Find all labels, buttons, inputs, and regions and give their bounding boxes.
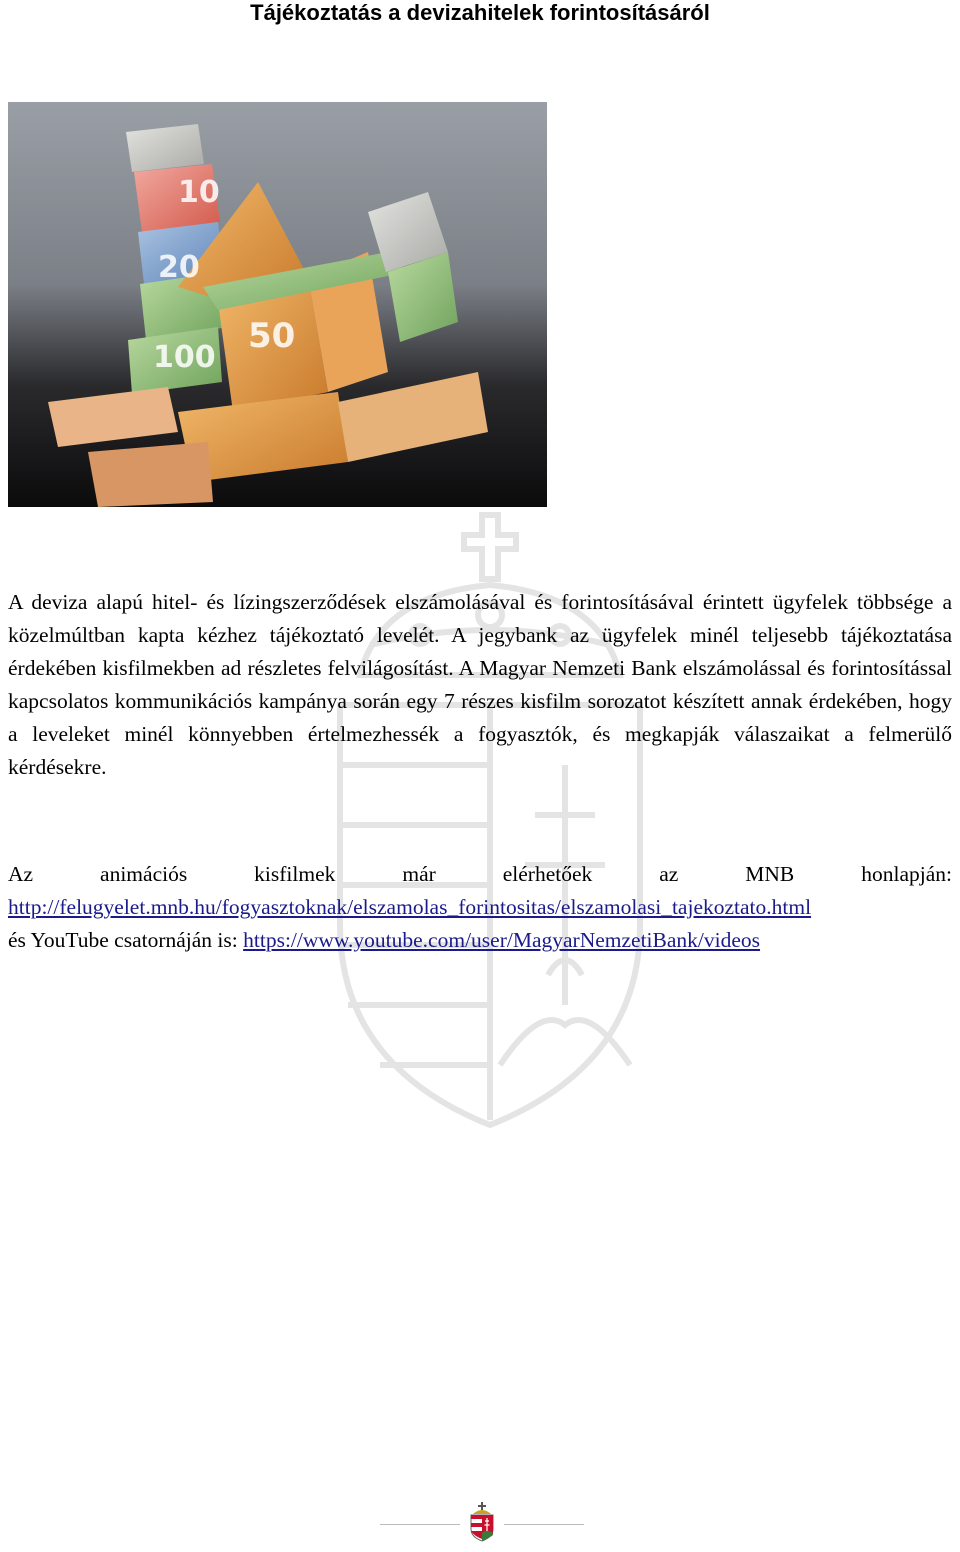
youtube-intro: és YouTube csatornáján is: bbox=[8, 928, 238, 952]
banknote-house-photo bbox=[8, 102, 547, 507]
footer-line-right bbox=[504, 1524, 584, 1525]
mnb-website-link[interactable]: http://felugyelet.mnb.hu/fogyasztoknak/elszamolas_forintositas/elszamolasi_tajekoztato.html bbox=[8, 895, 812, 919]
svg-text:50: 50 bbox=[248, 316, 296, 356]
footer-line-left bbox=[380, 1524, 460, 1525]
youtube-channel-link[interactable]: https://www.youtube.com/user/MagyarNemzetiBank/videos bbox=[243, 928, 761, 952]
svg-text:100: 100 bbox=[153, 340, 216, 375]
paragraph-campaign-info bbox=[8, 586, 952, 784]
page-title: Tájékoztatás a devizahitelek forintosításáról bbox=[250, 0, 710, 25]
svg-text:10: 10 bbox=[178, 175, 220, 210]
coat-of-arms-icon bbox=[468, 1502, 496, 1542]
links-intro: Az animációs kisfilmek már elérhetőek az MNB honlapján: bbox=[8, 862, 952, 886]
svg-text:20: 20 bbox=[158, 250, 200, 285]
paragraph-text: A deviza alapú hitel- és lízingszerződések elszámolásával és forintosításával érintett ügyfelek többsége a közelmúltban kapta kézhez tájékoztató levelét. A jegybank az ügyfelek minél teljesebb tájékoztatása érdekében kisfilmekben ad részletes felvilágosítást. A Magyar Nemzeti Bank elszámolással és forintosítással kapcsolatos kommunikációs kampánya során egy 7 részes kisfilm sorozatot készített annak érdekében, hogy a leveleket minél könnyebben értelmezhessék a fogyasztók, és megkapják válaszaikat a felmerülő kérdésekre. bbox=[8, 590, 952, 779]
paragraph-links bbox=[8, 858, 952, 957]
